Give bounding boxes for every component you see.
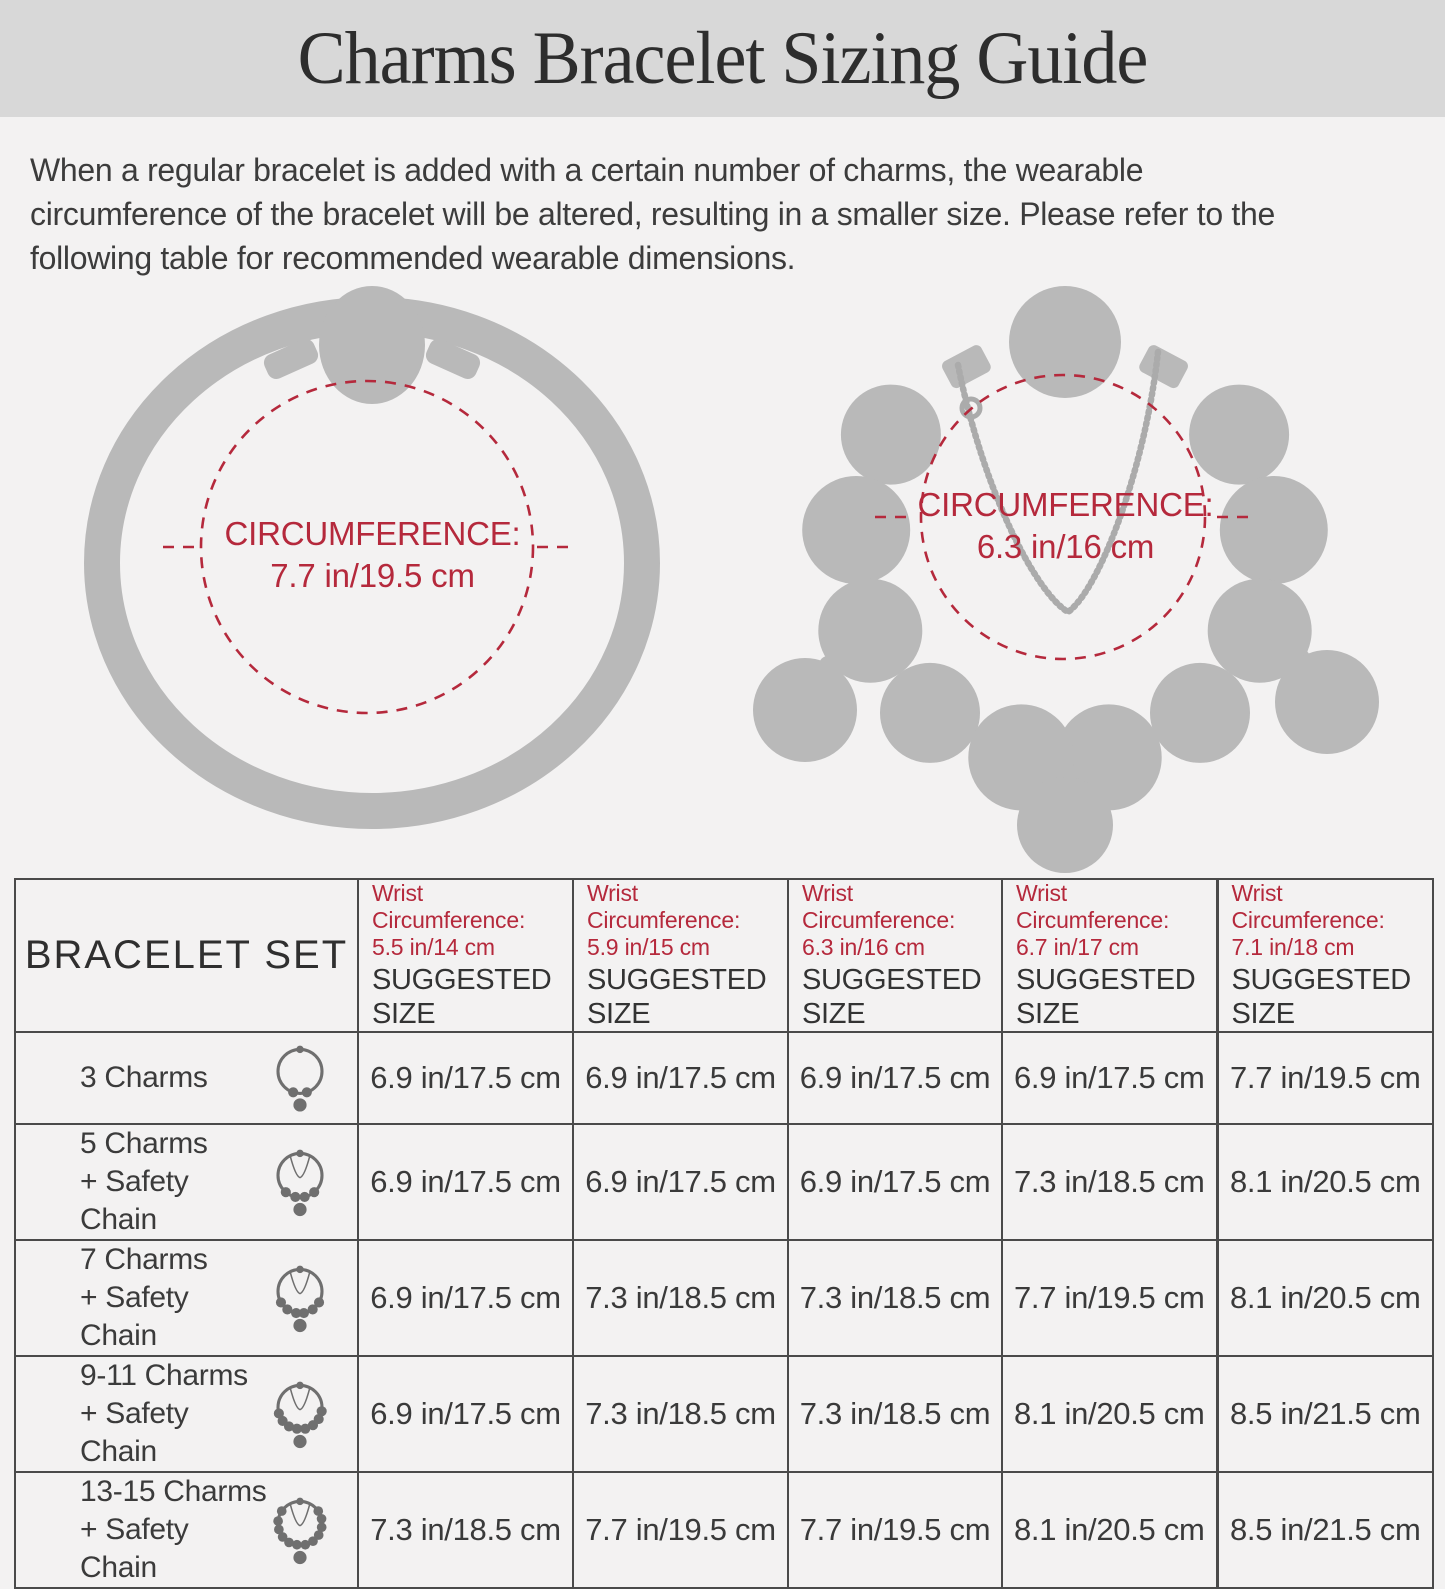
suggested-size-value: 7.7 in/19.5 cm [1002, 1240, 1217, 1356]
header-band [0, 0, 1445, 117]
circumference-label: CIRCUMFERENCE: [917, 486, 1214, 523]
wrist-column-header [573, 879, 788, 1032]
suggested-size-value: 6.9 in/17.5 cm [573, 1124, 788, 1240]
bracelet-7-charms-safety-chain-icon [267, 1261, 333, 1335]
suggested-size-value: 7.3 in/18.5 cm [573, 1356, 788, 1472]
table-row [15, 1032, 1433, 1124]
bracelet-set-label: 13-15 Charms + Safety Chain [80, 1475, 267, 1584]
circumference-callout [743, 484, 1388, 568]
suggested-size-label: SUGGESTED SIZE [372, 964, 552, 1030]
wrist-circumference-label: Wrist Circumference: [587, 880, 741, 933]
plain-bracelet-diagram [75, 283, 670, 841]
charm-bracelet-diagram [743, 280, 1388, 880]
suggested-size-value: 7.3 in/18.5 cm [1002, 1124, 1217, 1240]
intro-line: When a regular bracelet is added with a certain number of charms, the wearable [30, 152, 1144, 188]
bracelet-set-cell [15, 1472, 358, 1588]
circumference-callout [75, 513, 670, 597]
wrist-column-header [788, 879, 1002, 1032]
suggested-size-value: 7.7 in/19.5 cm [788, 1472, 1002, 1588]
charm-bracelet-illustration [743, 280, 1388, 880]
intro-line: following table for recommended wearable dimensions. [30, 240, 796, 276]
suggested-size-label: SUGGESTED SIZE [802, 964, 982, 1030]
suggested-size-value: 8.1 in/20.5 cm [1002, 1472, 1217, 1588]
suggested-size-value: 7.3 in/18.5 cm [358, 1472, 573, 1588]
suggested-size-value: 6.9 in/17.5 cm [788, 1032, 1002, 1124]
wrist-circumference-value: 6.3 in/16 cm [802, 934, 925, 960]
wrist-circumference-label: Wrist Circumference: [1016, 880, 1170, 933]
bracelet-set-label: 5 Charms + Safety Chain [80, 1127, 208, 1236]
circumference-value: 7.7 in/19.5 cm [270, 557, 475, 594]
table-row [15, 1472, 1433, 1588]
wrist-column-header [1002, 879, 1217, 1032]
table-row [15, 1240, 1433, 1356]
table-header-row [15, 879, 1433, 1032]
bracelet-3-charms-icon [267, 1041, 333, 1115]
suggested-size-value: 7.3 in/18.5 cm [573, 1240, 788, 1356]
wrist-circumference-label: Wrist Circumference: [1231, 880, 1385, 933]
suggested-size-label: SUGGESTED SIZE [1231, 964, 1411, 1030]
suggested-size-value: 7.3 in/18.5 cm [788, 1240, 1002, 1356]
suggested-size-value: 6.9 in/17.5 cm [358, 1124, 573, 1240]
wrist-circumference-label: Wrist Circumference: [372, 880, 526, 933]
wrist-column-header [1217, 879, 1433, 1032]
suggested-size-value: 7.7 in/19.5 cm [1217, 1032, 1433, 1124]
intro-line: circumference of the bracelet will be altered, resulting in a smaller size. Please refer to the [30, 196, 1275, 232]
bracelet-set-label: 7 Charms + Safety Chain [80, 1243, 208, 1352]
sizing-table [14, 878, 1434, 1589]
suggested-size-value: 6.9 in/17.5 cm [358, 1240, 573, 1356]
bracelet-set-label: 9-11 Charms + Safety Chain [80, 1359, 248, 1468]
suggested-size-value: 6.9 in/17.5 cm [358, 1356, 573, 1472]
wrist-circumference-value: 5.9 in/15 cm [587, 934, 710, 960]
suggested-size-value: 7.7 in/19.5 cm [573, 1472, 788, 1588]
suggested-size-label: SUGGESTED SIZE [587, 964, 767, 1030]
wrist-circumference-value: 5.5 in/14 cm [372, 934, 495, 960]
circumference-label: CIRCUMFERENCE: [224, 515, 521, 552]
intro-paragraph [30, 148, 1430, 280]
suggested-size-value: 6.9 in/17.5 cm [573, 1032, 788, 1124]
circumference-value: 6.3 in/16 cm [976, 528, 1155, 565]
bracelet-set-cell [15, 1240, 358, 1356]
bracelet-set-cell [15, 1032, 358, 1124]
bracelet-set-cell [15, 1356, 358, 1472]
suggested-size-value: 8.5 in/21.5 cm [1217, 1472, 1433, 1588]
wrist-circumference-label: Wrist Circumference: [802, 880, 956, 933]
suggested-size-value: 6.9 in/17.5 cm [788, 1124, 1002, 1240]
bracelet-13-15-charms-safety-chain-icon [267, 1493, 333, 1567]
table-row [15, 1124, 1433, 1240]
bracelet-5-charms-safety-chain-icon [267, 1145, 333, 1219]
suggested-size-value: 8.1 in/20.5 cm [1002, 1356, 1217, 1472]
suggested-size-value: 8.1 in/20.5 cm [1217, 1240, 1433, 1356]
suggested-size-value: 7.3 in/18.5 cm [788, 1356, 1002, 1472]
bracelet-9-11-charms-safety-chain-icon [267, 1377, 333, 1451]
suggested-size-value: 8.1 in/20.5 cm [1217, 1124, 1433, 1240]
suggested-size-value: 6.9 in/17.5 cm [358, 1032, 573, 1124]
bracelet-set-header: BRACELET SET [15, 879, 358, 1032]
bracelet-set-cell [15, 1124, 358, 1240]
wrist-circumference-value: 6.7 in/17 cm [1016, 934, 1139, 960]
page-title: Charms Bracelet Sizing Guide [297, 16, 1148, 100]
wrist-circumference-value: 7.1 in/18 cm [1231, 934, 1355, 960]
bracelet-set-label: 3 Charms [80, 1061, 208, 1094]
wrist-column-header [358, 879, 573, 1032]
suggested-size-value: 8.5 in/21.5 cm [1217, 1356, 1433, 1472]
table-row [15, 1356, 1433, 1472]
suggested-size-value: 6.9 in/17.5 cm [1002, 1032, 1217, 1124]
suggested-size-label: SUGGESTED SIZE [1016, 964, 1196, 1030]
